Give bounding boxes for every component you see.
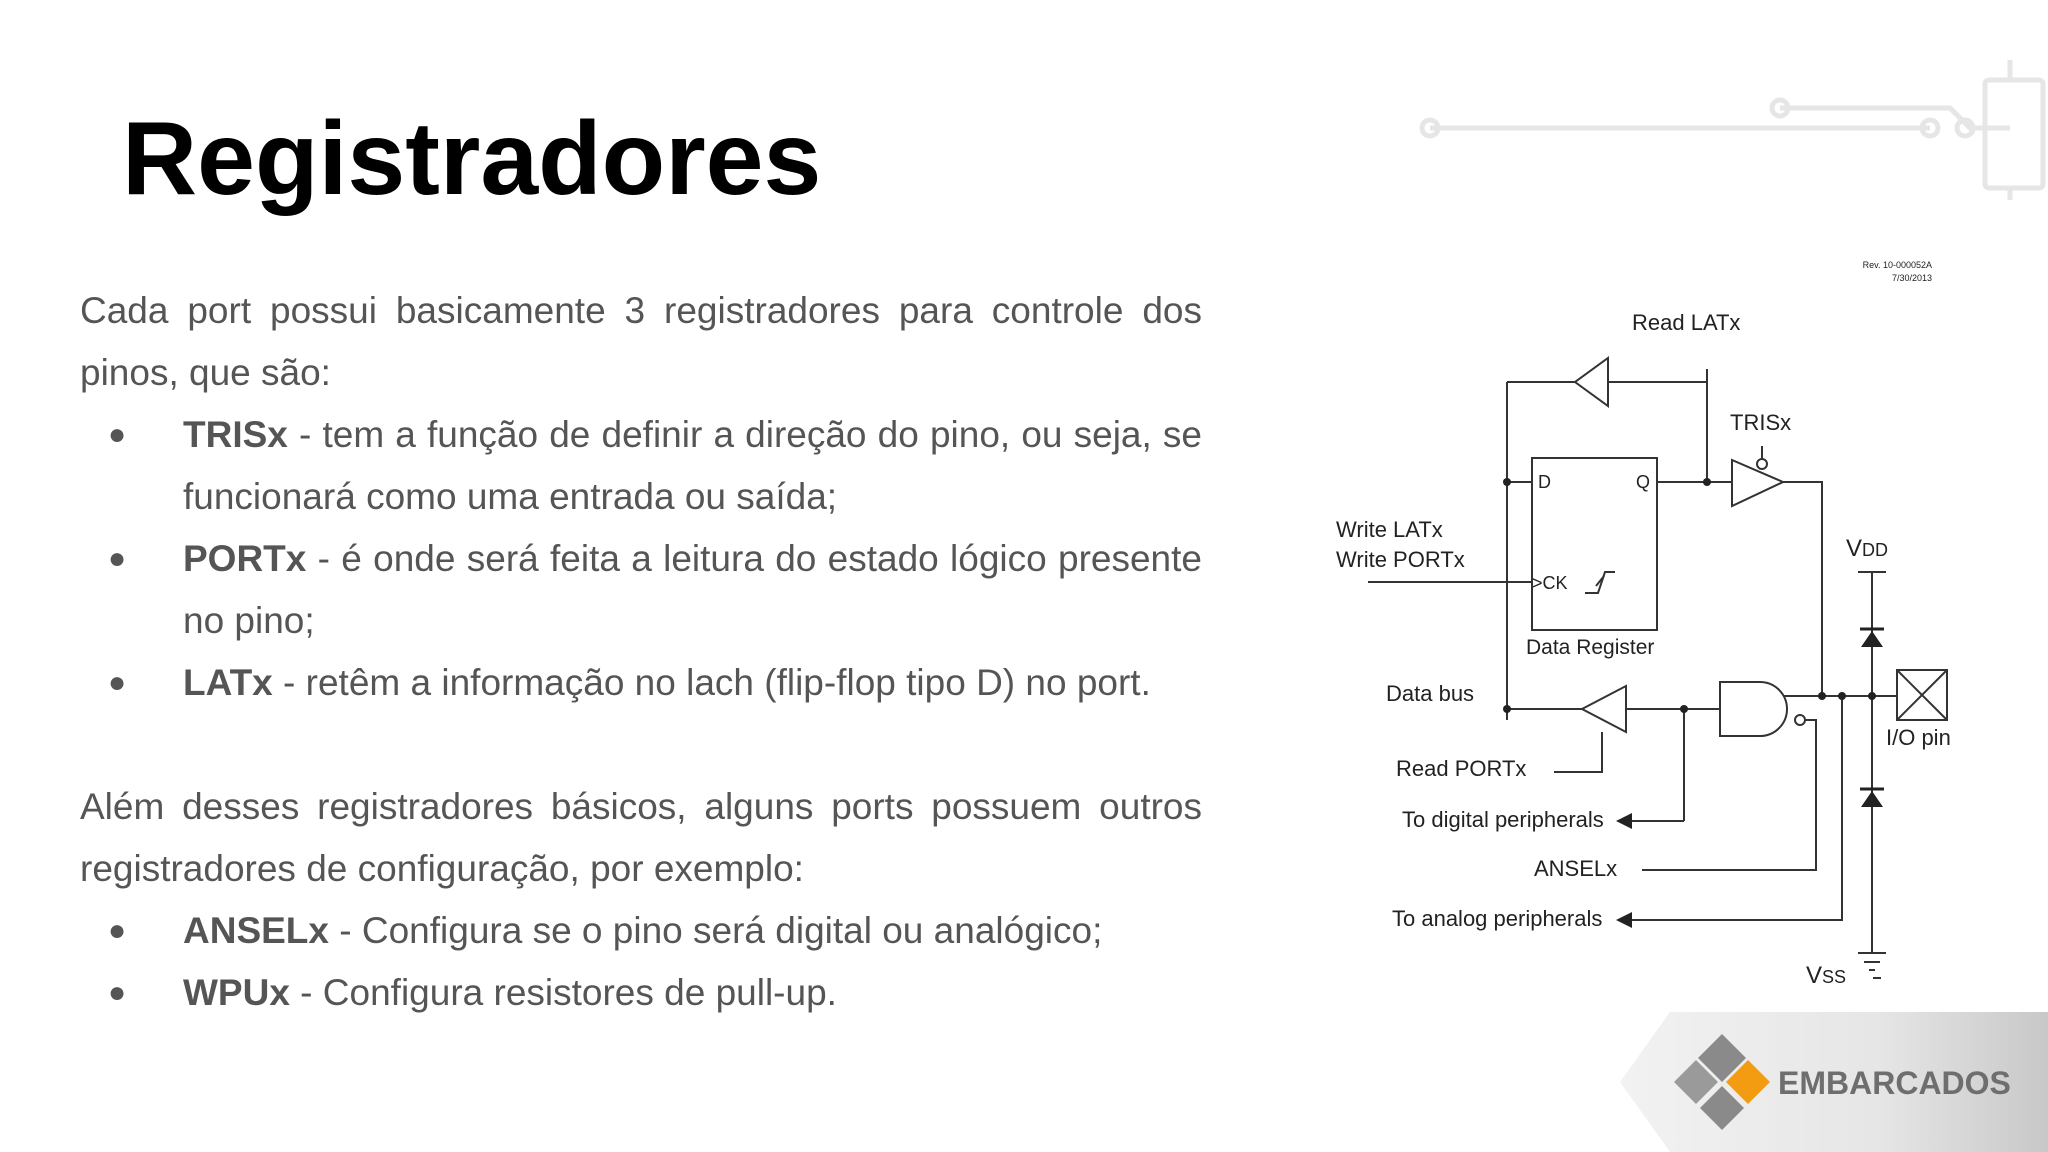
- read-portx-label: Read PORTx: [1396, 756, 1527, 781]
- io-port-block-diagram: [1320, 250, 1980, 1000]
- read-latx-label: Read LATx: [1632, 310, 1741, 335]
- basic-registers-list: [80, 404, 1202, 714]
- diagram-wires: [1368, 358, 1947, 978]
- register-description: - Configura se o pino será digital ou analógico;: [328, 910, 1103, 951]
- register-name: ANSELx: [183, 910, 329, 951]
- page-title: Registradores: [122, 101, 822, 217]
- extra-registers-list: [80, 900, 1202, 1024]
- embarcados-logo: [1600, 1010, 2048, 1152]
- anselx-label: ANSELx: [1534, 856, 1618, 881]
- revision-date: 7/30/2013: [1891, 273, 1932, 283]
- list-item-trisx: [80, 404, 1202, 528]
- bullet-icon: ●: [108, 666, 127, 699]
- intro-paragraph: Cada port possui basicamente 3 registradores para controle dos pinos, que são:: [80, 290, 1202, 393]
- bullet-icon: ●: [108, 976, 127, 1009]
- trisx-label: TRISx: [1730, 410, 1792, 435]
- write-latx-label: Write LATx: [1336, 517, 1443, 542]
- vss-label: VSS: [1806, 962, 1847, 989]
- register-description: - Configura resistores de pull-up.: [289, 972, 837, 1013]
- register-description: - é onde será feita a leitura do estado lógico presente no pino;: [183, 538, 1202, 641]
- register-name: TRISx: [183, 414, 288, 455]
- list-item-anselx: [80, 900, 1202, 962]
- circuit-trace-decoration: [1410, 60, 2048, 200]
- data-bus-label: Data bus: [1386, 681, 1475, 706]
- bullet-icon: ●: [108, 542, 127, 575]
- to-analog-peripherals-label: To analog peripherals: [1392, 906, 1603, 931]
- register-name: PORTx: [183, 538, 307, 579]
- write-portx-label: Write PORTx: [1336, 547, 1465, 572]
- register-name: LATx: [183, 662, 273, 703]
- register-description: - retêm a informação no lach (flip-flop tipo D) no port.: [272, 662, 1151, 703]
- list-item-wpux: [80, 962, 1202, 1024]
- extra-intro-paragraph: Além desses registradores básicos, alguns ports possuem outros registradores de configuração, por exemplo:: [80, 786, 1202, 889]
- bullet-icon: ●: [108, 914, 127, 947]
- bullet-icon: ●: [108, 418, 127, 451]
- spacer: [80, 714, 1202, 776]
- q-output-label: Q: [1636, 472, 1651, 492]
- slide-body: [80, 280, 1202, 1024]
- logo-text: EMBARCADOS: [1778, 1065, 2011, 1101]
- register-description: - tem a função de definir a direção do pino, ou seja, se funcionará como uma entrada ou saída;: [183, 414, 1202, 517]
- data-register-label: Data Register: [1526, 636, 1655, 659]
- vdd-label: VDD: [1846, 535, 1889, 562]
- to-digital-peripherals-label: To digital peripherals: [1402, 807, 1604, 832]
- revision-label: Rev. 10-000052A: [1862, 260, 1932, 270]
- register-name: WPUx: [183, 972, 290, 1013]
- list-item-portx: [80, 528, 1202, 652]
- io-pin-label: I/O pin: [1886, 725, 1951, 750]
- d-input-label: D: [1538, 472, 1551, 492]
- clock-input-label: >CK: [1532, 573, 1568, 593]
- list-item-latx: [80, 652, 1202, 714]
